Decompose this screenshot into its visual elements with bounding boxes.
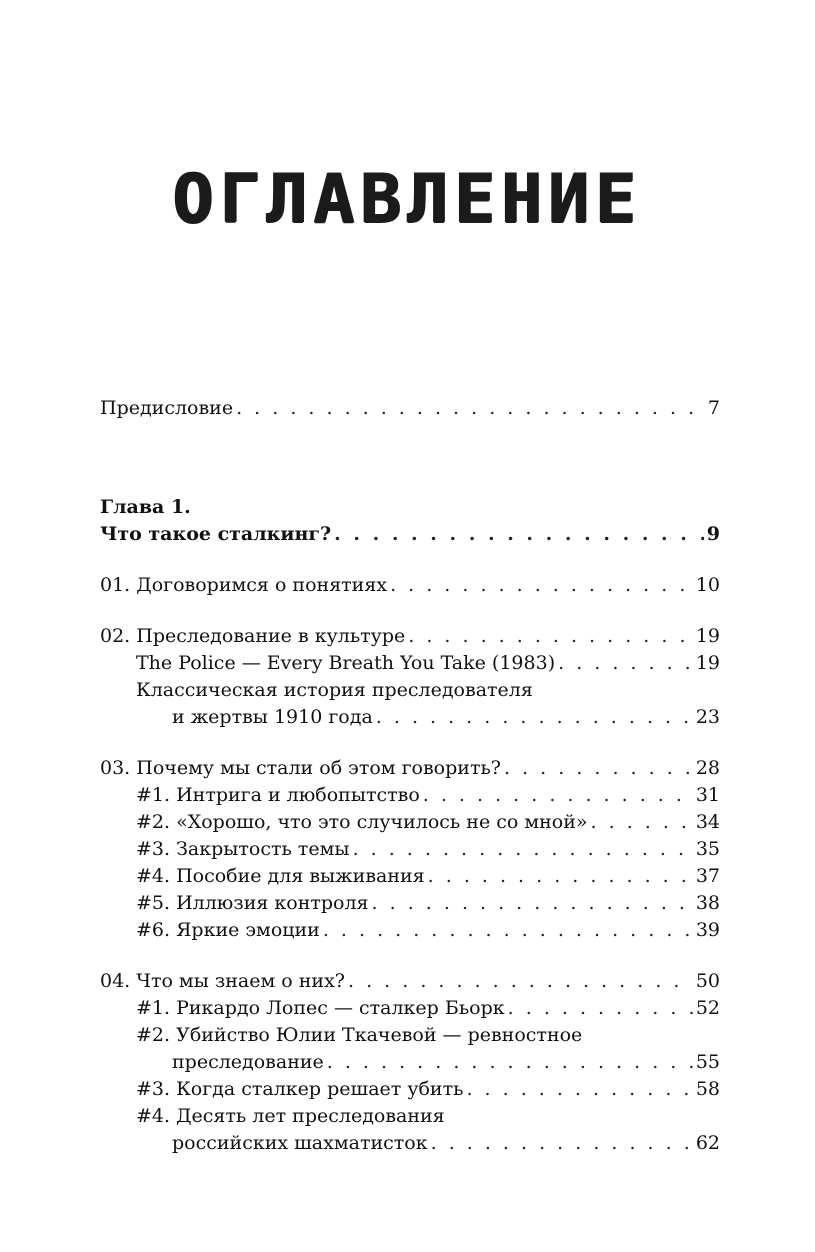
dot-leader — [431, 1130, 693, 1157]
toc-entry-label: Что такое сталкинг? — [100, 523, 332, 545]
toc-entry-label: и жертвы 1910 года — [172, 706, 373, 728]
toc-entry-s04-4-line1[interactable]: #4. Десять лет преследования — [136, 1105, 445, 1127]
toc-page-number: 58 — [695, 1078, 720, 1100]
toc-entry-s04-4[interactable] — [100, 1130, 720, 1157]
toc-entry-s04[interactable] — [100, 968, 720, 995]
toc-page-number: 52 — [695, 997, 720, 1019]
toc-page-number: 39 — [695, 919, 720, 941]
toc-entry-label: #6. Яркие эмоции — [136, 919, 320, 941]
dot-leader — [353, 836, 693, 863]
dot-leader — [508, 995, 693, 1022]
toc-entry-label: #1. Рикардо Лопес — сталкер Бьорк — [136, 997, 505, 1019]
dot-leader — [327, 1049, 693, 1076]
toc-entry-label: 03. Почему мы стали об этом говорить? — [100, 757, 501, 779]
dot-leader — [334, 521, 704, 548]
toc-entry-label: Предисловие — [100, 397, 234, 419]
dot-leader — [323, 917, 693, 944]
toc-page-number: 19 — [695, 625, 720, 647]
toc-entry-label: #4. Пособие для выживания — [136, 865, 425, 887]
dot-leader — [408, 623, 693, 650]
toc-entry-label: #5. Иллюзия контроля — [136, 892, 369, 914]
toc-entry-s04-2-line1[interactable]: #2. Убийство Юлии Ткачевой — ревностное — [136, 1024, 583, 1046]
toc-entry-s01[interactable] — [100, 572, 720, 599]
dot-leader — [591, 809, 693, 836]
dot-leader — [423, 782, 693, 809]
toc-entry-s03[interactable] — [100, 755, 720, 782]
toc-entry-s03-1[interactable] — [100, 782, 720, 809]
toc-entry-label: 01. Договоримся о понятиях — [100, 574, 388, 596]
toc-entry-s03-6[interactable] — [100, 917, 720, 944]
toc-page-number: 7 — [707, 397, 720, 419]
toc-entry-label: российских шахматисток — [172, 1132, 428, 1154]
toc-entry-s04-1[interactable] — [100, 995, 720, 1022]
toc-entry-s04-2[interactable] — [100, 1049, 720, 1076]
toc-page-number: 19 — [695, 652, 720, 674]
dot-leader — [348, 968, 693, 995]
toc-entry-s02b[interactable] — [100, 704, 720, 731]
toc-entry-label: 04. Что мы знаем о них? — [100, 970, 345, 992]
toc-page-number: 50 — [695, 970, 720, 992]
dot-leader — [390, 572, 693, 599]
dot-leader — [376, 704, 693, 731]
toc-page-number: 62 — [695, 1132, 720, 1154]
toc-page-number: 9 — [706, 523, 720, 545]
toc-entry-s02b-line1[interactable]: Классическая история преследователя — [136, 679, 533, 701]
toc-entry-label: 02. Преследование в культуре — [100, 625, 406, 647]
toc-entry-chapter1[interactable] — [100, 521, 720, 548]
toc-entry-label: #3. Когда сталкер решает убить — [136, 1078, 464, 1100]
toc-page-number: 31 — [695, 784, 720, 806]
toc-entry-s04-3[interactable] — [100, 1076, 720, 1103]
toc-entry-s03-2[interactable] — [100, 809, 720, 836]
toc-entry-s02[interactable] — [100, 623, 720, 650]
toc-page-number: 34 — [695, 811, 720, 833]
table-of-contents — [100, 395, 720, 1157]
toc-page-number: 10 — [695, 574, 720, 596]
toc-page-number: 35 — [695, 838, 720, 860]
toc-entry-label: The Police — Every Breath You Take (1983) — [136, 652, 556, 674]
toc-page-number: 23 — [695, 706, 720, 728]
page-title: ОГЛАВЛЕНИЕ — [172, 160, 643, 239]
dot-leader — [372, 890, 693, 917]
toc-page-number: 38 — [695, 892, 720, 914]
toc-entry-label: преследование — [172, 1051, 324, 1073]
toc-page-number: 37 — [695, 865, 720, 887]
toc-page-number: 55 — [695, 1051, 720, 1073]
toc-entry-label: #2. «Хорошо, что это случилось не со мной» — [136, 811, 588, 833]
toc-entry-s02a[interactable] — [100, 650, 720, 677]
toc-entry-preface[interactable] — [100, 395, 720, 422]
toc-page-number: 28 — [695, 757, 720, 779]
toc-entry-s03-4[interactable] — [100, 863, 720, 890]
toc-entry-s03-3[interactable] — [100, 836, 720, 863]
dot-leader — [504, 755, 693, 782]
chapter-heading: Глава 1. — [100, 496, 191, 518]
dot-leader — [558, 650, 693, 677]
dot-leader — [428, 863, 693, 890]
dot-leader — [466, 1076, 692, 1103]
toc-entry-label: #3. Закрытость темы — [136, 838, 350, 860]
toc-entry-label: #1. Интрига и любопытство — [136, 784, 420, 806]
toc-entry-s03-5[interactable] — [100, 890, 720, 917]
dot-leader — [236, 395, 705, 422]
